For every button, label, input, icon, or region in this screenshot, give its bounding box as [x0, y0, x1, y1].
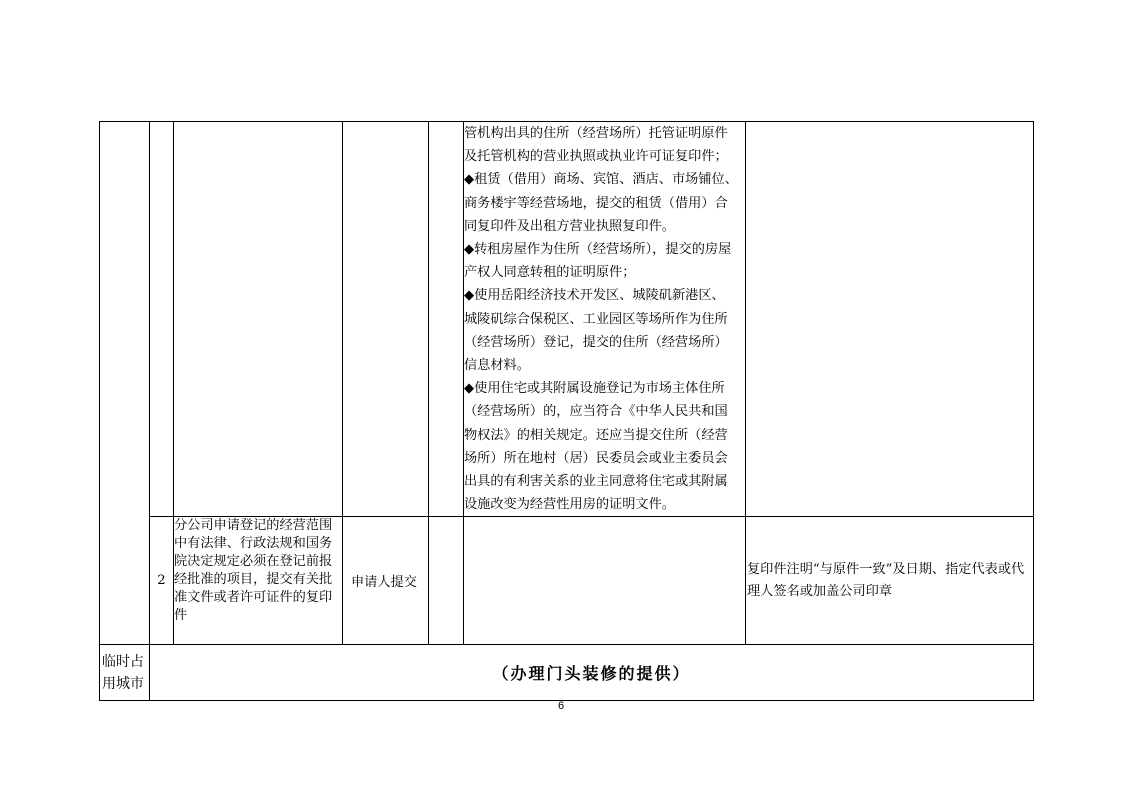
material-cell	[174, 122, 343, 517]
blank-cell	[429, 517, 464, 645]
blank-cell	[429, 122, 464, 517]
section-banner: （办理门头装修的提供）	[150, 645, 1034, 701]
table-row	[100, 122, 1034, 517]
requirements-cell	[464, 517, 746, 645]
material-description: 分公司申请登记的经营范围中有法律、行政法规和国务院决定规定必须在登记前报经批准的项目，提交有关批准文件或者许可证件的复印件	[174, 517, 343, 645]
provider-label: 申请人提交	[343, 517, 429, 645]
number-cell	[150, 122, 174, 517]
provider-cell	[343, 122, 429, 517]
page-number: 6	[557, 700, 565, 712]
table-row	[100, 645, 1034, 701]
category-label: 临时占用城市	[100, 645, 150, 701]
category-cell-continued	[100, 122, 150, 645]
note-text: 复印件注明“与原件一致”及日期、指定代表或代理人签名或加盖公司印章	[746, 517, 1034, 645]
materials-table	[99, 121, 1034, 701]
requirements-cell: 管机构出具的住所（经营场所）托管证明原件 及托管机构的营业执照或执业许可证复印件； ◆租赁（借用）商场、宾馆、酒店、市场铺位、 商务楼宇等经营场地，提交的租赁（借用）合 同复印件及出租方营业执照复印件。 ◆转租房屋作为住所（经营场所），提交的房屋 产权人同意转租的证明原件； ◆使用岳阳经济技术开发区、城陵矶新港区、 城陵矶综合保税区、工业园区等场所作为住所 （经营场所）登记，提交的住所（经营场所） 信息材料。 ◆使用住宅或其附属设施登记为市场主体住所 （经营场所）的，应当符合《中华人民共和国 物权法》的相关规定。还应当提交住所（经营 场所）所在地村（居）民委员会或业主委员会 出具的有利害关系的业主同意将住宅或其附属 设施改变为经营性用房的证明文件。	[464, 122, 746, 517]
row-number: 2	[150, 517, 174, 645]
note-cell	[746, 122, 1034, 517]
table-row	[100, 517, 1034, 645]
